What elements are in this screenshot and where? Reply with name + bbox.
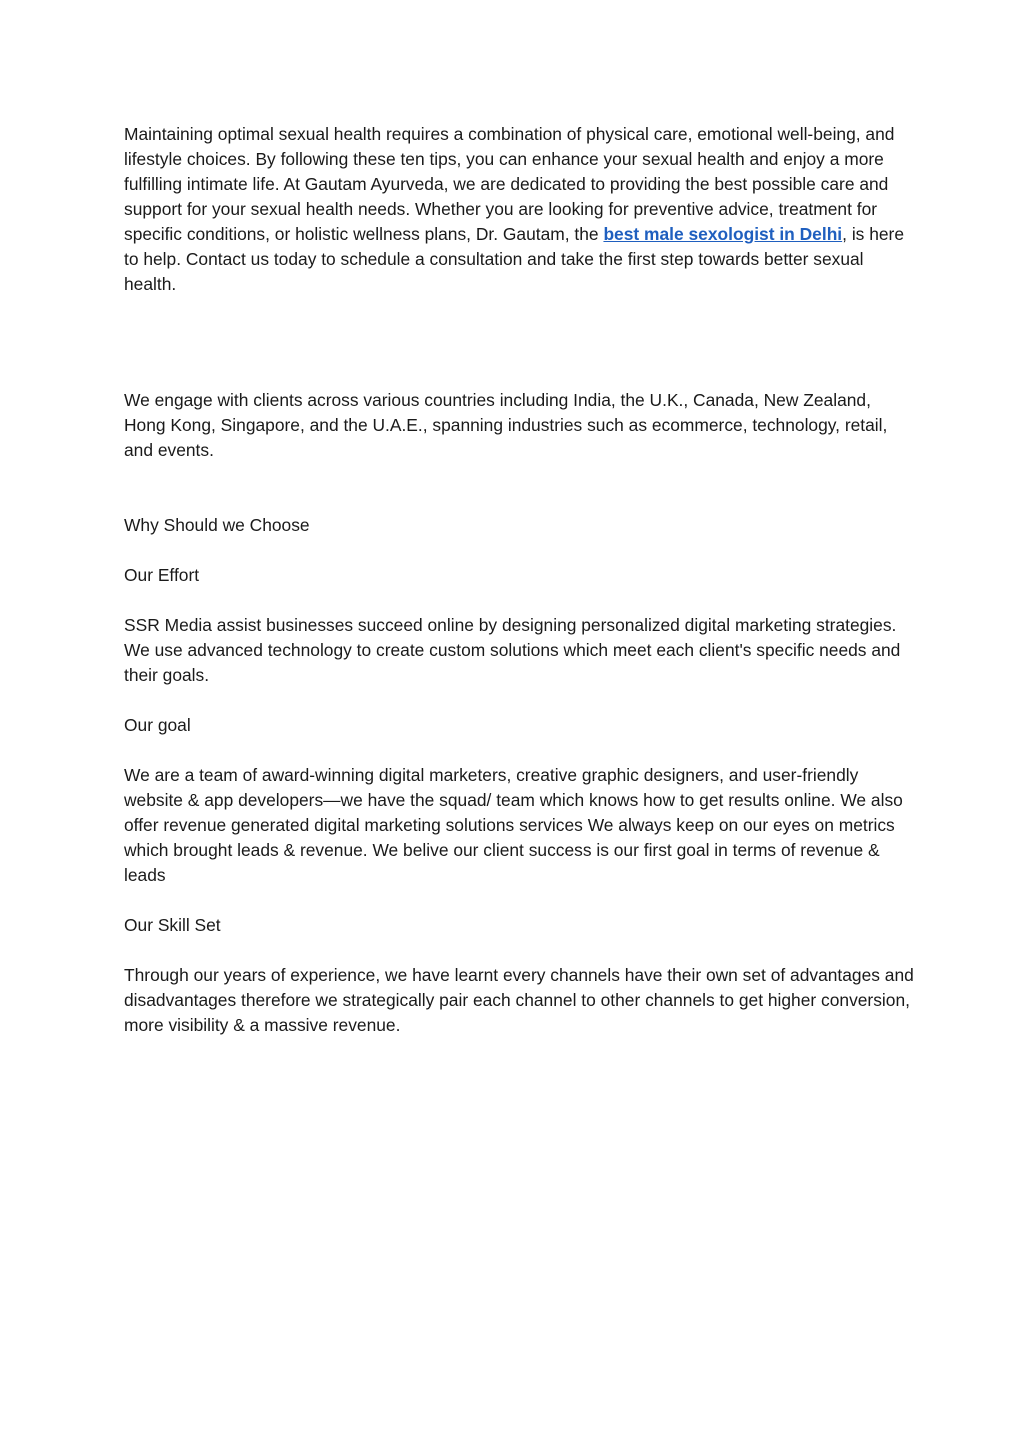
our-skill-set-paragraph: Through our years of experience, we have learnt every channels have their own set of advantages and disadvantages therefore we strategically pair each channel to other channels to get higher conversion, more visibility & a massive revenue.	[124, 965, 914, 1035]
intro-text-before-link: Maintaining optimal sexual health requires a combination of physical care, emotional well-being, and lifestyle choices. By following these ten tips, you can enhance your sexual health and enjoy a more fulfilling intimate life. At Gautam Ayurveda, we are dedicated to providing the best possible care and support for your sexual health needs. Whether you are looking for preventive advice, treatment for specific conditions, or holistic wellness plans, Dr. Gautam, the	[124, 124, 895, 244]
intro-text-after-link: , is here to help. Contact us today to schedule a consultation and take the first step towards better sexual health.	[124, 224, 905, 294]
document-page	[124, 122, 914, 1035]
clients-paragraph: We engage with clients across various countries including India, the U.K., Canada, New Zealand, Hong Kong, Singapore, and the U.A.E., spanning industries such as ecommerce, technology, retail, and events.	[124, 390, 888, 460]
sexologist-link[interactable]: best male sexologist in Delhi	[603, 224, 843, 244]
our-skill-set-heading: Our Skill Set	[124, 915, 221, 935]
our-goal-heading: Our goal	[124, 715, 191, 735]
why-choose-heading: Why Should we Choose	[124, 515, 310, 535]
our-goal-paragraph: We are a team of award-winning digital marketers, creative graphic designers, and user-friendly website & app developers—we have the squad/ team which knows how to get results online. We also offer revenue generated digital marketing solutions services We always keep on our eyes on metrics which brought leads & revenue. We belive our client success is our first goal in terms of revenue & leads	[124, 765, 903, 885]
intro-paragraph	[124, 122, 914, 297]
our-effort-heading: Our Effort	[124, 565, 200, 585]
our-effort-paragraph: SSR Media assist businesses succeed online by designing personalized digital marketing strategies. We use advanced technology to create custom solutions which meet each client's specific needs and their goals.	[124, 615, 901, 685]
